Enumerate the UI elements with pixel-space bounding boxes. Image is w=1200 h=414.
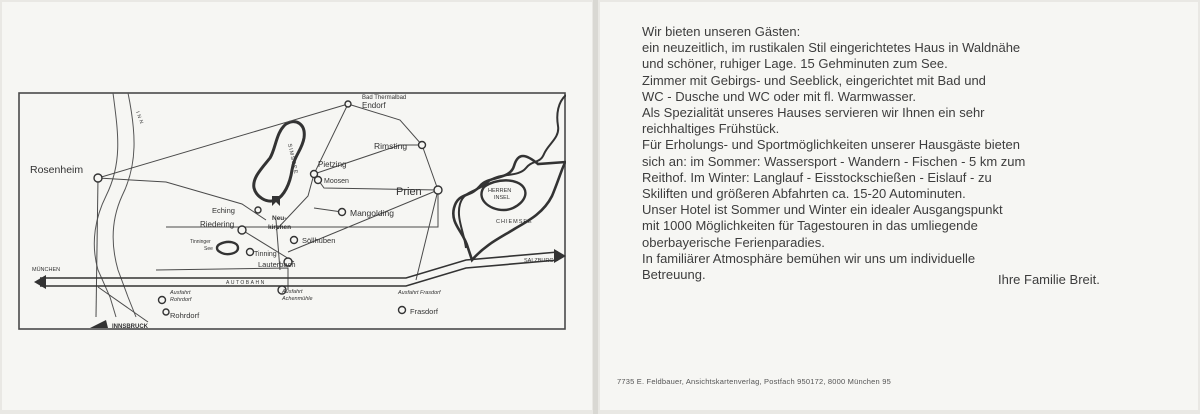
- autobahn-north-lane: [40, 252, 558, 278]
- paragraph-atmosphere: In familiärer Atmosphäre bemühen wir uns um individuelle Betreuung.: [642, 250, 976, 283]
- label-frasdorf: Frasdorf: [410, 307, 438, 316]
- label-endorf: Endorf: [362, 101, 386, 110]
- label-muenchen: MÜNCHEN: [32, 267, 61, 273]
- label-pietzing: Pietzing: [318, 160, 347, 169]
- label-sollhuben: Söllhuben: [302, 236, 336, 245]
- location-map: [18, 92, 566, 330]
- autobahn-south-lane: [40, 260, 558, 286]
- paragraph-rooms: Zimmer mit Gebirgs- und Seeblick, eingerichtet mit Bad und WC - Dusche und WC oder mit fl. Warmwasser.: [642, 72, 986, 104]
- label-riedering: Riedering: [200, 220, 235, 229]
- road-endorf-prien-frasdorf: [348, 104, 438, 280]
- card-fold: [593, 0, 598, 414]
- label-rosenheim: Rosenheim: [30, 164, 84, 176]
- label-tinning: Tinning: [254, 251, 277, 258]
- label-ausfahrt-rohrdorf-1: Ausfahrt: [170, 290, 191, 296]
- road-rosenheim-riedering: [98, 178, 266, 220]
- label-salzburg: SALZBURG: [524, 258, 554, 264]
- label-inn-river: INN: [134, 110, 145, 127]
- label-ausfahrt-rohrdorf-2: Rohrdorf: [170, 297, 192, 303]
- tinninger-see: [217, 242, 238, 254]
- label-prien: Prien: [396, 186, 422, 198]
- road-rohrdorf-innsbruck: [98, 287, 148, 322]
- signature: Ihre Familie Breit.: [998, 272, 1100, 287]
- label-herreninsel-1: HERREN: [488, 188, 512, 194]
- label-mangolding: Mangolding: [350, 208, 394, 218]
- paragraph-excursions: Unser Hotel ist Sommer und Winter ein idealer Ausgangspunkt mit 1000 Möglichkeiten für Tagestouren in das umliegende oberbayerische Ferienparadies.: [642, 202, 1003, 250]
- publisher-line: 7735 E. Feldbauer, Ansichtskartenverlag, Postfach 950172, 8000 München 95: [617, 377, 891, 386]
- label-autobahn: AUTOBAHN: [226, 280, 266, 286]
- label-lauterbach: Lauterbach: [258, 260, 296, 269]
- label-ausfahrt-achenmuehle-1: Ausfahrt: [282, 289, 303, 295]
- road-to-mangolding: [314, 208, 342, 212]
- label-moosen: Moosen: [324, 178, 349, 185]
- arrow-muenchen: [34, 275, 46, 289]
- church-neukirchen-icon: [272, 196, 280, 206]
- label-neukirchen-1: Neu-: [272, 215, 287, 222]
- paragraph-activities: Für Erholungs- und Sportmöglichkeiten unserer Hausgäste bieten sich an: im Sommer: Wassersport - Wandern - Fischen - 5 km zum Reithof. Im Winter: Langlauf - Eisstockschießen - Eislauf - zu Skiliften und größeren Abfahrten ca. 15-20 Autominuten.: [642, 137, 1026, 202]
- paragraph-breakfast: Als Spezialität unseres Hauses servieren wir Ihnen ein sehr reichhaltiges Frühstück.: [642, 105, 985, 137]
- paragraph-intro: Wir bieten unseren Gästen: ein neuzeitlich, im rustikalen Stil eingerichtetes Haus in Waldnähe und schöner, ruhiger Lage. 15 Gehminuten zum See.: [642, 24, 1021, 72]
- description-text: [642, 24, 1162, 283]
- label-neukirchen-2: kirchen: [268, 224, 292, 231]
- label-tinninger-see-2: See: [204, 246, 213, 252]
- label-rimsting: Rimsting: [374, 141, 408, 151]
- label-simssee: SIMSSEE: [286, 143, 299, 176]
- label-innsbruck: INNSBRUCK: [112, 324, 148, 330]
- label-endorf-note: Bad Thermalbad: [362, 95, 407, 101]
- label-ausfahrt-frasdorf: Ausfahrt Frasdorf: [398, 290, 441, 296]
- label-eching: Eching: [212, 206, 235, 215]
- label-tinninger-see-1: Tinninger: [190, 239, 211, 245]
- label-rohrdorf: Rohrdorf: [170, 311, 200, 320]
- label-herreninsel-2: INSEL: [494, 195, 510, 201]
- map-drawing: [18, 92, 566, 330]
- arrow-innsbruck: [90, 320, 108, 328]
- label-ausfahrt-achenmuehle-2: Achenmühle: [282, 296, 313, 302]
- road-rosenheim-rohrdorf: [96, 178, 98, 317]
- label-chiemsee: CHIEMSEE: [496, 219, 533, 225]
